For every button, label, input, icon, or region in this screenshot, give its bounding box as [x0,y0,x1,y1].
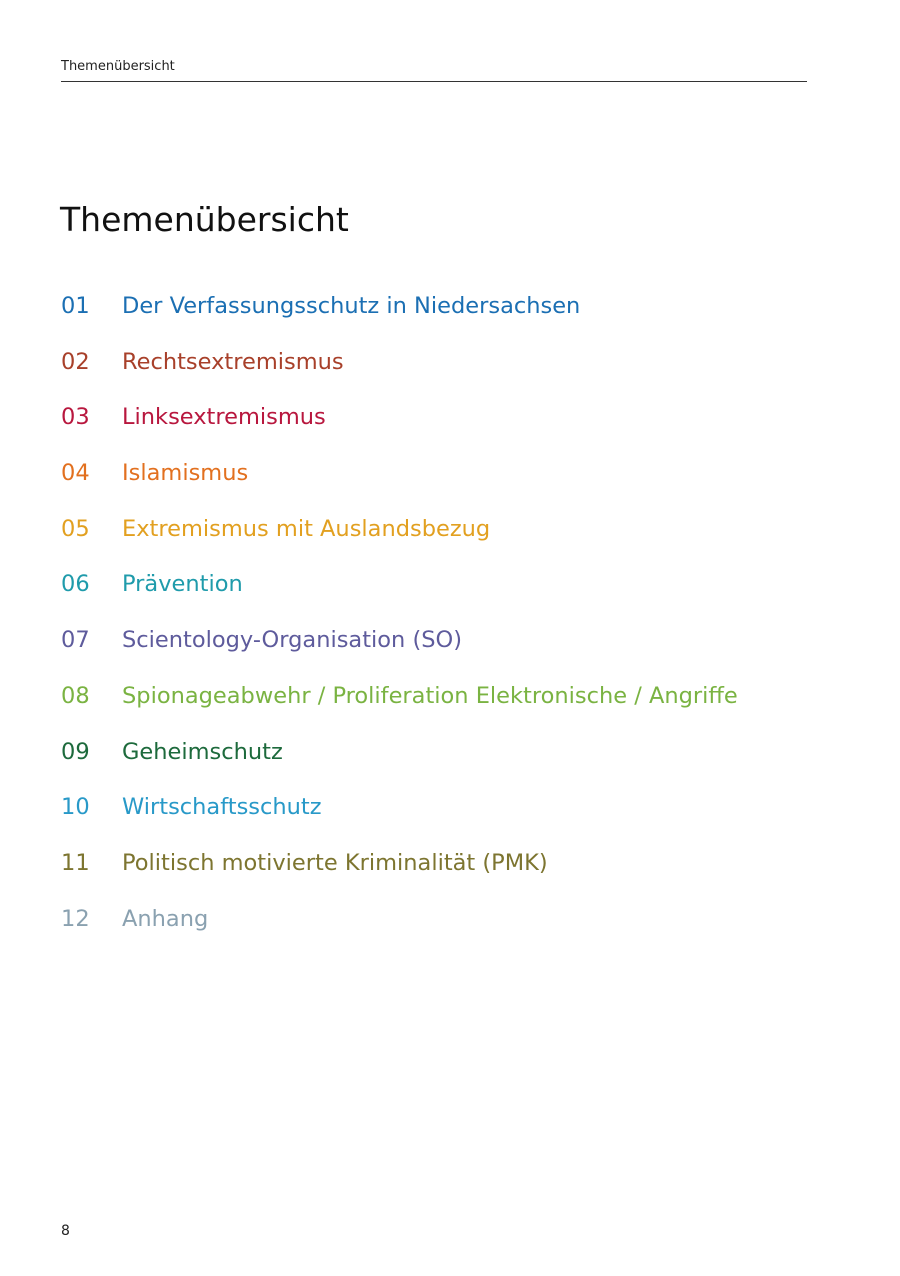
toc-item-number: 04 [61,460,90,487]
toc-item-label[interactable]: Spionageabwehr / Proliferation Elektronische / Angriffe [122,682,738,709]
running-header-title: Themenübersicht [61,59,175,74]
toc-item-number: 11 [61,849,90,876]
toc-item[interactable] [61,455,841,511]
toc-item-number: 08 [61,682,90,709]
toc-item-label[interactable]: Anhang [122,905,209,932]
toc-item-label[interactable]: Wirtschaftsschutz [122,794,322,821]
table-of-contents [61,288,841,956]
toc-item[interactable] [61,734,841,790]
toc-item-number: 07 [61,627,90,654]
toc-item-label[interactable]: Rechtsextremismus [122,348,344,375]
toc-item[interactable] [61,344,841,400]
toc-item-number: 02 [61,348,90,375]
toc-item-number: 09 [61,738,90,765]
toc-item-number: 01 [61,293,90,319]
toc-item-label[interactable]: Geheimschutz [122,738,283,765]
toc-item-label[interactable]: Politisch motivierte Kriminalität (PMK) [122,849,548,876]
toc-item[interactable] [61,789,841,845]
toc-item-label[interactable]: Der Verfassungsschutz in Niedersachsen [122,293,581,319]
toc-item-label[interactable]: Scientology-Organisation (SO) [122,627,463,654]
toc-item[interactable] [61,901,841,957]
toc-item[interactable] [61,511,841,567]
toc-item-label[interactable]: Linksextremismus [122,404,326,431]
toc-item-label[interactable]: Extremismus mit Auslandsbezug [122,515,491,542]
toc-item[interactable] [61,622,841,678]
toc-item[interactable] [61,288,841,344]
toc-item[interactable] [61,845,841,901]
toc-item-number: 06 [61,571,90,598]
toc-item[interactable] [61,566,841,622]
toc-item[interactable] [61,678,841,734]
running-header [61,58,807,82]
toc-item-number: 03 [61,404,90,431]
toc-item-number: 05 [61,515,90,542]
toc-item-label[interactable]: Prävention [122,571,243,598]
page-number: 8 [61,1223,70,1239]
toc-item[interactable] [61,399,841,455]
toc-item-number: 12 [61,905,90,932]
toc-item-label[interactable]: Islamismus [122,460,249,487]
toc-item-number: 10 [61,794,90,821]
page-title: Themenübersicht [60,200,349,239]
